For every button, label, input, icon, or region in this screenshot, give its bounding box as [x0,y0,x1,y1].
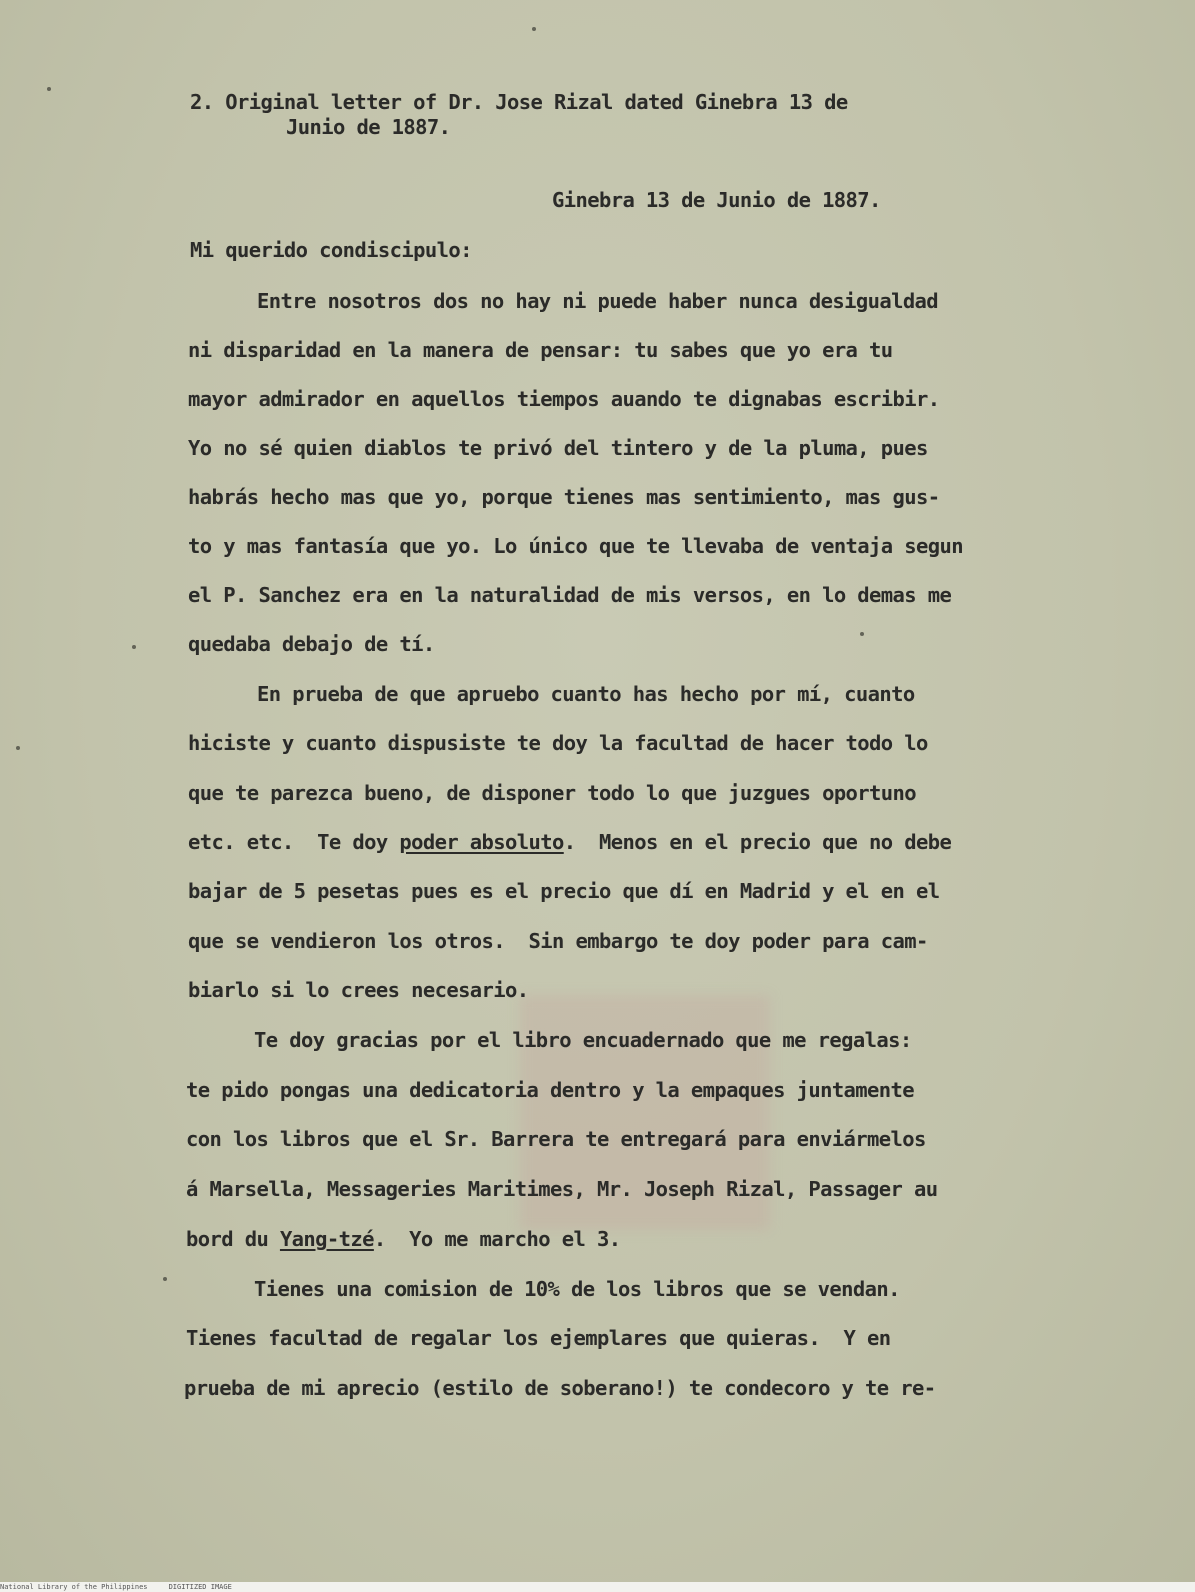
paragraph-4-line-2: Tienes facultad de regalar los ejemplares que quieras. Y en [186,1326,891,1350]
paragraph-1-line-7: el P. Sanchez era en la naturalidad de mis versos, en lo demas me [188,583,952,607]
paragraph-2-line-3: que te parezca bueno, de disponer todo lo que juzgues oportuno [188,781,917,805]
paragraph-1-line-2: ni disparidad en la manera de pensar: tu sabes que yo era tu [188,338,893,362]
paper-speck [532,27,536,31]
paragraph-2-line-7: biarlo si lo crees necesario. [188,978,529,1002]
paragraph-3-line-5 [186,1227,620,1251]
underlined-ship-name: Yang-tzé [279,1227,374,1251]
paragraph-3-line-5-start: bord du [186,1227,280,1251]
paragraph-1-line-1: Entre nosotros dos no hay ni puede haber nunca desigualdad [257,289,939,313]
paper-speck [47,87,51,91]
paragraph-2-line-4 [188,830,951,854]
footer-source-text: National Library of the Philippines [0,1583,148,1591]
document-heading-line-1: 2. Original letter of Dr. Jose Rizal dated Ginebra 13 de [190,90,848,114]
paragraph-2-line-4-end: . Menos en el precio que no debe [563,830,952,854]
paper-speck [132,645,136,649]
paragraph-2-line-1: En prueba de que apruebo cuanto has hecho por mí, cuanto [257,682,915,706]
paragraph-3-line-4: á Marsella, Messageries Maritimes, Mr. Joseph Rizal, Passager au [186,1177,938,1201]
paragraph-4-line-1: Tienes una comision de 10% de los libros que se vendan. [254,1277,900,1301]
underlined-poder-absoluto: poder absoluto [399,830,564,854]
paragraph-1-line-8: quedaba debajo de tí. [188,632,435,656]
paragraph-2-line-2: hiciste y cuanto dispusiste te doy la facultad de hacer todo lo [188,731,928,755]
paragraph-2-line-6: que se vendieron los otros. Sin embargo te doy poder para cam- [188,929,928,953]
paragraph-3-line-1: Te doy gracias por el libro encuadernado que me regalas: [254,1028,912,1052]
paragraph-1-line-5: habrás hecho mas que yo, porque tienes mas sentimiento, mas gus- [188,485,940,509]
paragraph-1-line-6: to y mas fantasía que yo. Lo único que te llevaba de ventaja segun [188,534,963,558]
paragraph-2-line-4-start: etc. etc. Te doy [188,830,400,854]
letter-date: Ginebra 13 de Junio de 1887. [552,188,881,212]
paragraph-1-line-4: Yo no sé quien diablos te privó del tintero y de la pluma, pues [188,436,928,460]
scan-footer [0,1582,1195,1592]
paragraph-3-line-2: te pido pongas una dedicatoria dentro y la empaques juntamente [186,1078,915,1102]
paragraph-2-line-5: bajar de 5 pesetas pues es el precio que dí en Madrid y el en el [188,879,940,903]
paragraph-3-line-3: con los libros que el Sr. Barrera te entregará para enviármelos [186,1127,926,1151]
paper-speck [16,746,20,750]
paper-speck [163,1277,167,1281]
paragraph-3-line-5-end: . Yo me marcho el 3. [373,1227,621,1251]
document-heading-line-2: Junio de 1887. [286,115,451,139]
footer-file-text: DIGITIZED IMAGE [168,1583,232,1591]
paragraph-1-line-3: mayor admirador en aquellos tiempos auando te dignabas escribir. [188,387,940,411]
paragraph-4-line-3: prueba de mi aprecio (estilo de soberano!) te condecoro y te re- [184,1376,936,1400]
letter-salutation: Mi querido condiscipulo: [190,238,472,262]
paper-speck [860,632,864,636]
